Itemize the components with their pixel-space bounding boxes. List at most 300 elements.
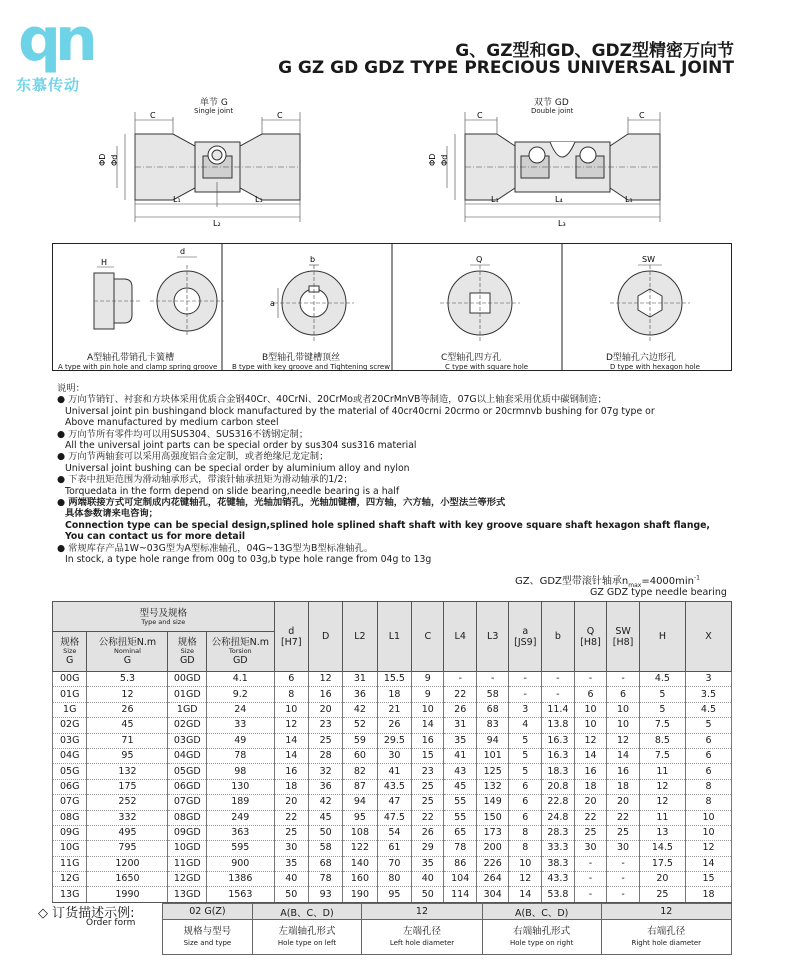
table-cell: 12 bbox=[509, 872, 542, 887]
col-size-gd: 规格 Size GD bbox=[168, 632, 207, 672]
table-cell: 28.3 bbox=[542, 825, 575, 840]
table-cell: 5 bbox=[509, 764, 542, 779]
table-cell: 52 bbox=[343, 718, 377, 733]
table-cell: 14 bbox=[274, 733, 309, 748]
table-cell: - bbox=[574, 872, 607, 887]
table-cell: 94 bbox=[476, 733, 509, 748]
table-cell: 12 bbox=[607, 733, 640, 748]
table-cell: 87 bbox=[343, 779, 377, 794]
table-cell: 60 bbox=[343, 748, 377, 763]
table-cell: 1GD bbox=[168, 702, 207, 717]
table-cell: 9 bbox=[412, 672, 444, 687]
table-cell: 35 bbox=[444, 733, 477, 748]
table-cell: 26 bbox=[444, 702, 477, 717]
table-cell: 14 bbox=[509, 887, 542, 902]
table-cell: 5 bbox=[685, 718, 731, 733]
table-cell: 25 bbox=[274, 825, 309, 840]
table-cell: - bbox=[607, 887, 640, 902]
col-D: D bbox=[309, 602, 343, 672]
note-1-en2: Above manufactured by medium carbon steel bbox=[65, 417, 279, 429]
note-1-cn: 万向节销钉、衬套和方块体采用优质合金钢40Cr、40CrNi、20CrMo或者20CrMnVB等制造，07G以上轴套采用优质中碳钢制造； bbox=[68, 394, 607, 406]
table-cell: 14 bbox=[685, 856, 731, 871]
double-dim-d-outer: ΦD bbox=[428, 153, 437, 166]
table-cell: 30 bbox=[274, 841, 309, 856]
table-cell: - bbox=[574, 856, 607, 871]
table-cell: - bbox=[509, 687, 542, 702]
col-size-g: 规格 Size G bbox=[53, 632, 87, 672]
table-cell: 18 bbox=[574, 779, 607, 794]
table-cell: 06G bbox=[53, 779, 87, 794]
table-cell: 11.4 bbox=[542, 702, 575, 717]
hole-type-b-cn: B型轴孔带键槽顶丝 bbox=[262, 353, 341, 363]
table-cell: 08G bbox=[53, 810, 87, 825]
table-cell: - bbox=[607, 856, 640, 871]
table-cell: 41 bbox=[377, 764, 412, 779]
table-cell: 05GD bbox=[168, 764, 207, 779]
table-cell: 58 bbox=[476, 687, 509, 702]
single-dim-l1-left: L₁ bbox=[173, 195, 181, 204]
order-label-right-type: 右端轴孔形式 Hole type on right bbox=[482, 920, 601, 955]
table-cell: 95 bbox=[377, 887, 412, 902]
table-cell: 200 bbox=[476, 841, 509, 856]
table-cell: 8 bbox=[685, 795, 731, 810]
table-row bbox=[53, 764, 732, 779]
table-row bbox=[53, 672, 732, 687]
note-4-en: Torquedata in the form depend on slide bearing,needle bearing is a half bbox=[65, 485, 400, 497]
col-L3: L3 bbox=[476, 602, 509, 672]
table-cell: 98 bbox=[207, 764, 274, 779]
table-cell: 01G bbox=[53, 687, 87, 702]
order-value-left-type: A(B、C、D) bbox=[252, 904, 361, 920]
table-cell: 10G bbox=[53, 841, 87, 856]
table-cell: 4 bbox=[509, 718, 542, 733]
table-cell: 13 bbox=[639, 825, 685, 840]
col-X: X bbox=[685, 602, 731, 672]
table-cell: 15 bbox=[412, 748, 444, 763]
note-5-cn2: 具体参数请来电咨询； bbox=[65, 508, 158, 520]
table-row bbox=[53, 733, 732, 748]
notes-section: 说明： ● 万向节销钉、衬套和方块体采用优质合金钢40Cr、40CrNi、20CrMo或者20CrMnVB等制造，07G以上轴套采用优质中碳钢制造； Universal joint pin bushingand block manufactured by the material of 40cr40crni 20crmo or 20crmnvb bushing for 07g type or Above manufactured by medium carbon steel ● 万向节所有零件均可以用SUS304、SUS316不锈钢定制； All the universal joint parts can be special order by sus304 sus316 material ● 万向节两轴套可以采用高强度铝合金定制，或者绝缘尼龙定制； Universal joint bushing can be special order by aluminium alloy and nylon ● 下表中扭矩范围为滑动轴承形式，带滚针轴承扭矩为滑动轴承的1/2； Torquedata in the form depend on slide bearing,needle bearing is a half ● 两端联接方式可定制成内花键轴孔，花键轴，光轴加销孔，光轴加键槽，四方轴，六方轴，小型法兰等形式 具体参数请来电咨询； Connection type can be special design,splined hole splined shaft shaft with key groove square shaft hexagon shaft flange, You can contact us for more detail ● 常规库存产品1W~03G型为A型标准轴孔，04G~13G型为B型标准轴孔。 In stock, a type hole range from 00g to 03g,b type hole range from 04g to 13g bbox=[57, 383, 747, 566]
table-cell: 15.5 bbox=[377, 672, 412, 687]
table-cell: 32 bbox=[309, 764, 343, 779]
table-cell: 22 bbox=[574, 810, 607, 825]
table-cell: 36 bbox=[343, 687, 377, 702]
hole-type-c-en: C type with square hole bbox=[445, 363, 529, 371]
single-joint-title: 单节 G bbox=[200, 98, 228, 108]
col-SW: SW [H8] bbox=[607, 602, 640, 672]
table-cell: 1990 bbox=[87, 887, 168, 902]
table-cell: 55 bbox=[444, 810, 477, 825]
order-form-title-en: Order form bbox=[86, 918, 136, 928]
table-cell: 12G bbox=[53, 872, 87, 887]
single-dim-d-outer: ΦD bbox=[98, 153, 107, 166]
table-cell: 1200 bbox=[87, 856, 168, 871]
table-cell: 00GD bbox=[168, 672, 207, 687]
table-cell: 23 bbox=[412, 764, 444, 779]
table-cell: 28 bbox=[309, 748, 343, 763]
table-cell: 10 bbox=[574, 718, 607, 733]
table-cell: 26 bbox=[87, 702, 168, 717]
table-cell: 14 bbox=[574, 748, 607, 763]
table-cell: 16 bbox=[607, 764, 640, 779]
hole-type-d-en: D type with hexagon hole bbox=[610, 363, 700, 371]
table-cell: 20 bbox=[274, 795, 309, 810]
table-cell: 30 bbox=[607, 841, 640, 856]
table-cell: 5 bbox=[639, 687, 685, 702]
table-cell: 78 bbox=[444, 841, 477, 856]
table-row bbox=[53, 702, 732, 717]
hole-type-b-en: B type with key groove and Tightening screw bbox=[232, 363, 390, 371]
col-Q: Q [H8] bbox=[574, 602, 607, 672]
table-cell: 25 bbox=[309, 733, 343, 748]
hole-type-a-en: A type with pin hole and clamp spring groove bbox=[58, 363, 218, 371]
table-cell: 18 bbox=[377, 687, 412, 702]
note-5-en: Connection type can be special design,splined hole splined shaft shaft with key groove square shaft hexagon shaft flange, bbox=[65, 519, 710, 531]
order-form-table bbox=[162, 903, 732, 955]
table-cell: 9.2 bbox=[207, 687, 274, 702]
table-cell: 132 bbox=[476, 779, 509, 794]
table-cell: 07G bbox=[53, 795, 87, 810]
table-cell: - bbox=[476, 672, 509, 687]
table-cell: 25 bbox=[412, 795, 444, 810]
single-dim-c-right: C bbox=[277, 112, 283, 120]
table-cell: 86 bbox=[444, 856, 477, 871]
table-cell: 132 bbox=[87, 764, 168, 779]
notes-heading: 说明： bbox=[57, 383, 85, 394]
table-cell: 22.8 bbox=[542, 795, 575, 810]
table-cell: 00G bbox=[53, 672, 87, 687]
note-3-en: Universal joint bushing can be special order by aluminium alloy and nylon bbox=[65, 462, 410, 474]
table-cell: 4.5 bbox=[685, 702, 731, 717]
note-5-en2: You can contact us for more detail bbox=[65, 531, 246, 543]
table-cell: 795 bbox=[87, 841, 168, 856]
table-cell: 10 bbox=[274, 702, 309, 717]
table-cell: 7.5 bbox=[639, 718, 685, 733]
table-cell: 95 bbox=[343, 810, 377, 825]
table-cell: 6 bbox=[685, 764, 731, 779]
logo-glyph: qn bbox=[18, 5, 92, 75]
order-value-right-type: A(B、C、D) bbox=[482, 904, 601, 920]
note-2-cn: 万向节所有零件均可以用SUS304、SUS316不锈钢定制； bbox=[68, 428, 309, 440]
table-row bbox=[53, 718, 732, 733]
col-C: C bbox=[412, 602, 444, 672]
type-size-header: 型号及规格 Type and size bbox=[53, 602, 275, 632]
table-cell: 104 bbox=[444, 872, 477, 887]
table-cell: 12 bbox=[309, 672, 343, 687]
table-cell: 40 bbox=[412, 872, 444, 887]
table-cell: 18 bbox=[685, 887, 731, 902]
table-cell: 13GD bbox=[168, 887, 207, 902]
table-cell: 16.3 bbox=[542, 748, 575, 763]
dim-sw: SW bbox=[642, 255, 655, 264]
note-5-cn: 两端联接方式可定制成内花键轴孔，花键轴，光轴加销孔，光轴加键槽，四方轴，六方轴，小型法兰等形式 bbox=[68, 497, 506, 509]
table-cell: 33.3 bbox=[542, 841, 575, 856]
table-cell: 70 bbox=[377, 856, 412, 871]
table-cell: 25 bbox=[574, 825, 607, 840]
hole-type-a-cn: A型轴孔带销孔卡簧槽 bbox=[87, 353, 175, 363]
table-cell: 3 bbox=[685, 672, 731, 687]
table-cell: 68 bbox=[309, 856, 343, 871]
table-cell: 25 bbox=[639, 887, 685, 902]
table-cell: 33 bbox=[207, 718, 274, 733]
table-cell: 23 bbox=[309, 718, 343, 733]
table-cell: 125 bbox=[476, 764, 509, 779]
table-cell: 8 bbox=[509, 841, 542, 856]
table-cell: 17.5 bbox=[639, 856, 685, 871]
table-row bbox=[53, 779, 732, 794]
spec-table-body bbox=[53, 672, 732, 903]
table-cell: 47.5 bbox=[377, 810, 412, 825]
table-cell: 50 bbox=[274, 887, 309, 902]
table-cell: 15 bbox=[685, 872, 731, 887]
table-cell: 18 bbox=[607, 779, 640, 794]
single-dim-l2: L₂ bbox=[213, 219, 221, 228]
double-dim-l1-left: L₁ bbox=[491, 195, 499, 204]
table-cell: 114 bbox=[444, 887, 477, 902]
table-cell: 71 bbox=[87, 733, 168, 748]
table-cell: 94 bbox=[343, 795, 377, 810]
single-joint-drawing bbox=[95, 112, 325, 230]
table-cell: 18.3 bbox=[542, 764, 575, 779]
table-cell: 252 bbox=[87, 795, 168, 810]
table-cell: 175 bbox=[87, 779, 168, 794]
table-cell: 49 bbox=[207, 733, 274, 748]
table-cell: 47 bbox=[377, 795, 412, 810]
table-cell: - bbox=[542, 687, 575, 702]
table-cell: 10 bbox=[509, 856, 542, 871]
hole-type-c-cn: C型轴孔四方孔 bbox=[441, 353, 502, 363]
double-dim-c-left: C bbox=[477, 112, 483, 120]
table-cell: 4.5 bbox=[639, 672, 685, 687]
table-cell: 7.5 bbox=[639, 748, 685, 763]
table-cell: 8 bbox=[509, 825, 542, 840]
table-cell: 09GD bbox=[168, 825, 207, 840]
table-cell: 43.5 bbox=[377, 779, 412, 794]
table-cell: 264 bbox=[476, 872, 509, 887]
note-1-en: Universal joint pin bushingand block manufactured by the material of 40cr40crni 20crmo or 20crmnvb bushing for 07g type or bbox=[65, 405, 655, 417]
table-cell: 5 bbox=[509, 733, 542, 748]
dim-a: a bbox=[270, 299, 275, 308]
table-row bbox=[53, 872, 732, 887]
table-cell: 173 bbox=[476, 825, 509, 840]
table-cell: 6 bbox=[274, 672, 309, 687]
table-cell: 1386 bbox=[207, 872, 274, 887]
double-dim-c-right: C bbox=[639, 112, 645, 120]
table-cell: 14 bbox=[274, 748, 309, 763]
table-cell: 6 bbox=[574, 687, 607, 702]
order-label-left-type: 左端轴孔形式 Hole type on left bbox=[252, 920, 361, 955]
table-cell: 22 bbox=[607, 810, 640, 825]
logo-text: 东慕传动 bbox=[16, 76, 81, 94]
table-cell: 58 bbox=[309, 841, 343, 856]
table-cell: 08GD bbox=[168, 810, 207, 825]
table-cell: 07GD bbox=[168, 795, 207, 810]
page-title-cn: G、GZ型和GD、GDZ型精密万向节 bbox=[455, 41, 734, 61]
table-cell: 20 bbox=[574, 795, 607, 810]
table-cell: 12 bbox=[639, 795, 685, 810]
table-cell: 36 bbox=[309, 779, 343, 794]
table-cell: 1650 bbox=[87, 872, 168, 887]
table-cell: 50 bbox=[309, 825, 343, 840]
table-cell: 10 bbox=[685, 810, 731, 825]
table-cell: 95 bbox=[87, 748, 168, 763]
table-cell: - bbox=[574, 887, 607, 902]
table-cell: 20.8 bbox=[542, 779, 575, 794]
table-cell: 31 bbox=[444, 718, 477, 733]
col-L2: L2 bbox=[343, 602, 377, 672]
single-dim-c-left: C bbox=[150, 112, 156, 120]
table-cell: 190 bbox=[343, 887, 377, 902]
table-cell: 22 bbox=[412, 810, 444, 825]
table-cell: 03G bbox=[53, 733, 87, 748]
table-cell: 11 bbox=[639, 810, 685, 825]
table-row bbox=[53, 795, 732, 810]
table-cell: 05G bbox=[53, 764, 87, 779]
table-cell: 3 bbox=[509, 702, 542, 717]
table-cell: 3.5 bbox=[685, 687, 731, 702]
table-cell: 16 bbox=[274, 764, 309, 779]
table-cell: 22 bbox=[274, 810, 309, 825]
table-cell: 900 bbox=[207, 856, 274, 871]
table-cell: 12 bbox=[87, 687, 168, 702]
table-row bbox=[53, 810, 732, 825]
table-cell: 9 bbox=[412, 687, 444, 702]
table-cell: 10 bbox=[607, 718, 640, 733]
table-row bbox=[53, 841, 732, 856]
table-cell: 108 bbox=[343, 825, 377, 840]
brand-logo bbox=[10, 6, 102, 98]
note-4-cn: 下表中扭矩范围为滑动轴承形式，带滚针轴承扭矩为滑动轴承的1/2； bbox=[68, 474, 353, 486]
hole-type-d-cn: D型轴孔六边形孔 bbox=[606, 353, 676, 363]
table-cell: 13.8 bbox=[542, 718, 575, 733]
table-cell: 53.8 bbox=[542, 887, 575, 902]
table-cell: 31 bbox=[343, 672, 377, 687]
double-dim-l4: L₄ bbox=[555, 195, 563, 204]
table-cell: 122 bbox=[343, 841, 377, 856]
table-cell: 30 bbox=[377, 748, 412, 763]
table-cell: 02G bbox=[53, 718, 87, 733]
table-cell: 45 bbox=[87, 718, 168, 733]
table-cell: 16.3 bbox=[542, 733, 575, 748]
table-cell: 12 bbox=[685, 841, 731, 856]
table-cell: 495 bbox=[87, 825, 168, 840]
table-cell: 41 bbox=[444, 748, 477, 763]
double-dim-l3: L₃ bbox=[558, 219, 566, 228]
table-cell: 8.5 bbox=[639, 733, 685, 748]
table-cell: 10 bbox=[685, 825, 731, 840]
table-cell: 29.5 bbox=[377, 733, 412, 748]
table-cell: 226 bbox=[476, 856, 509, 871]
table-cell: 55 bbox=[444, 795, 477, 810]
single-joint-subtitle: Single joint bbox=[194, 107, 234, 115]
table-row bbox=[53, 687, 732, 702]
table-row bbox=[53, 887, 732, 902]
table-cell: 22 bbox=[444, 687, 477, 702]
table-cell: 5 bbox=[639, 702, 685, 717]
double-dim-l1-right: L₁ bbox=[625, 195, 633, 204]
table-cell: 42 bbox=[343, 702, 377, 717]
table-cell: 20 bbox=[639, 872, 685, 887]
table-cell: 6 bbox=[509, 795, 542, 810]
table-cell: 11GD bbox=[168, 856, 207, 871]
table-cell: 54 bbox=[377, 825, 412, 840]
table-cell: - bbox=[574, 672, 607, 687]
table-cell: 04GD bbox=[168, 748, 207, 763]
table-cell: 13G bbox=[53, 887, 87, 902]
table-row bbox=[53, 856, 732, 871]
table-cell: 06GD bbox=[168, 779, 207, 794]
note-6-cn: 常规库存产品1W~03G型为A型标准轴孔，04G~13G型为B型标准轴孔。 bbox=[68, 542, 374, 554]
order-value-size: 02 G(Z) bbox=[163, 904, 253, 920]
col-b: b bbox=[542, 602, 575, 672]
table-cell: 43.3 bbox=[542, 872, 575, 887]
order-value-right-diameter: 12 bbox=[601, 904, 731, 920]
table-cell: 130 bbox=[207, 779, 274, 794]
table-cell: 38.3 bbox=[542, 856, 575, 871]
table-cell: 10GD bbox=[168, 841, 207, 856]
col-L1: L1 bbox=[377, 602, 412, 672]
table-cell: 363 bbox=[207, 825, 274, 840]
table-cell: 160 bbox=[343, 872, 377, 887]
table-cell: - bbox=[607, 672, 640, 687]
dim-b: b bbox=[310, 255, 316, 264]
order-form-title: ◇ 订货描述示例: bbox=[38, 906, 135, 921]
table-cell: 59 bbox=[343, 733, 377, 748]
col-a: a [JS9] bbox=[509, 602, 542, 672]
table-cell: 6 bbox=[685, 748, 731, 763]
table-cell: 43 bbox=[444, 764, 477, 779]
table-cell: 4.1 bbox=[207, 672, 274, 687]
note-6-en: In stock, a type hole range from 00g to 03g,b type hole range from 04g to 13g bbox=[65, 554, 432, 566]
table-cell: 01GD bbox=[168, 687, 207, 702]
table-cell: 10 bbox=[412, 702, 444, 717]
table-cell: 11 bbox=[639, 764, 685, 779]
double-joint-subtitle: Double joint bbox=[531, 107, 574, 115]
table-cell: - bbox=[444, 672, 477, 687]
table-cell: 24.8 bbox=[542, 810, 575, 825]
note-3-cn: 万向节两轴套可以采用高强度铝合金定制，或者绝缘尼龙定制； bbox=[68, 451, 329, 463]
table-cell: 50 bbox=[412, 887, 444, 902]
table-cell: 02GD bbox=[168, 718, 207, 733]
table-cell: 12GD bbox=[168, 872, 207, 887]
table-cell: 42 bbox=[309, 795, 343, 810]
table-cell: 12 bbox=[274, 718, 309, 733]
dim-d: d bbox=[180, 247, 186, 256]
table-cell: 03GD bbox=[168, 733, 207, 748]
table-cell: - bbox=[607, 872, 640, 887]
table-cell: 101 bbox=[476, 748, 509, 763]
single-dim-l1-right: L₁ bbox=[255, 195, 263, 204]
table-cell: 249 bbox=[207, 810, 274, 825]
table-cell: 82 bbox=[343, 764, 377, 779]
dim-q: Q bbox=[476, 255, 483, 264]
table-cell: 6 bbox=[509, 779, 542, 794]
table-cell: 09G bbox=[53, 825, 87, 840]
table-cell: 14 bbox=[607, 748, 640, 763]
table-cell: 12 bbox=[574, 733, 607, 748]
table-cell: 6 bbox=[509, 810, 542, 825]
table-cell: 16 bbox=[412, 733, 444, 748]
table-cell: 6 bbox=[685, 733, 731, 748]
table-cell: 04G bbox=[53, 748, 87, 763]
order-label-right-diameter: 右端孔径 Right hole diameter bbox=[601, 920, 731, 955]
dim-h: H bbox=[101, 258, 108, 267]
table-cell: 20 bbox=[607, 795, 640, 810]
table-cell: 5 bbox=[509, 748, 542, 763]
table-cell: 29 bbox=[412, 841, 444, 856]
table-cell: - bbox=[509, 672, 542, 687]
table-cell: 45 bbox=[309, 810, 343, 825]
